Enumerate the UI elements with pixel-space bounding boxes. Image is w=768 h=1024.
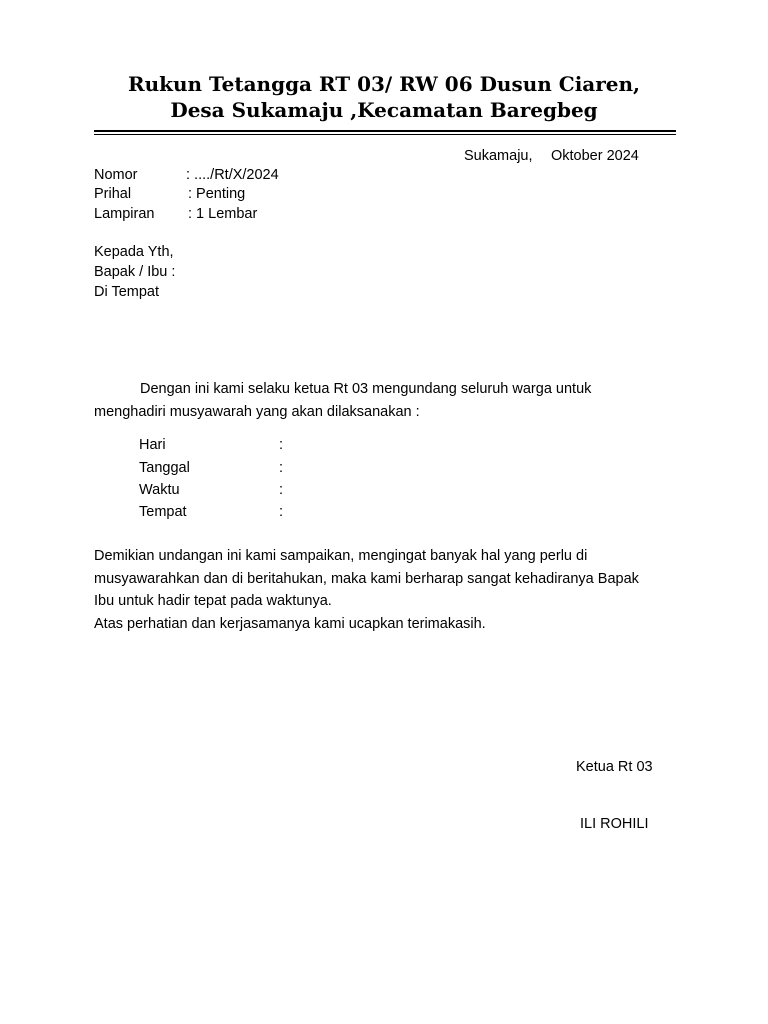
schedule-colon-tempat: : [279,504,284,520]
recipient-line-2: Bapak / Ibu : [94,264,176,280]
meta-value-prihal: : Penting [188,186,246,202]
letterhead-line-1: Rukun Tetangga RT 03/ RW 06 Dusun Ciaren, [127,72,641,96]
recipient-line-1: Kepada Yth, [94,244,174,260]
intro-line-2: menghadiri musyawarah yang akan dilaksanakan : [94,403,420,420]
letterhead-rule-thick [94,130,676,132]
letterhead-rule-thin [94,134,676,135]
meta-value-lampiran: : 1 Lembar [188,206,258,222]
closing-line-4: Atas perhatian dan kerjasamanya kami ucapkan terimakasih. [94,615,486,632]
schedule-colon-tanggal: : [279,460,284,476]
recipient-line-3: Di Tempat [94,284,160,300]
schedule-colon-hari: : [279,437,284,453]
intro-line-1: Dengan ini kami selaku ketua Rt 03 mengundang seluruh warga untuk [140,381,592,397]
meta-label-lampiran: Lampiran [94,206,155,222]
schedule-label-waktu: Waktu [139,482,180,498]
signature-title: Ketua Rt 03 [576,759,653,775]
schedule-label-hari: Hari [139,437,166,453]
schedule-label-tanggal: Tanggal [139,460,190,476]
meta-label-nomor: Nomor [94,167,138,183]
signature-name: ILI ROHILI [580,816,649,832]
closing-paragraph [94,545,684,635]
meta-label-prihal: Prihal [94,186,132,202]
schedule-label-tempat: Tempat [139,504,187,520]
closing-line-2: musyawarahkan dan di beritahukan, maka kami berharap sangat kehadiranya Bapak [94,570,639,587]
letter-date-place: Sukamaju, [464,148,533,164]
closing-line-1: Demikian undangan ini kami sampaikan, mengingat banyak hal yang perlu di [94,548,588,564]
intro-paragraph [94,378,684,423]
meta-value-nomor: : ..../Rt/X/2024 [186,167,279,183]
letter-date-month: Oktober 2024 [551,148,639,164]
schedule-colon-waktu: : [279,482,284,498]
closing-line-3: Ibu untuk hadir tepat pada waktunya. [94,593,332,609]
letterhead-line-2: Desa Sukamaju ,Kecamatan Baregbeg [170,98,598,122]
